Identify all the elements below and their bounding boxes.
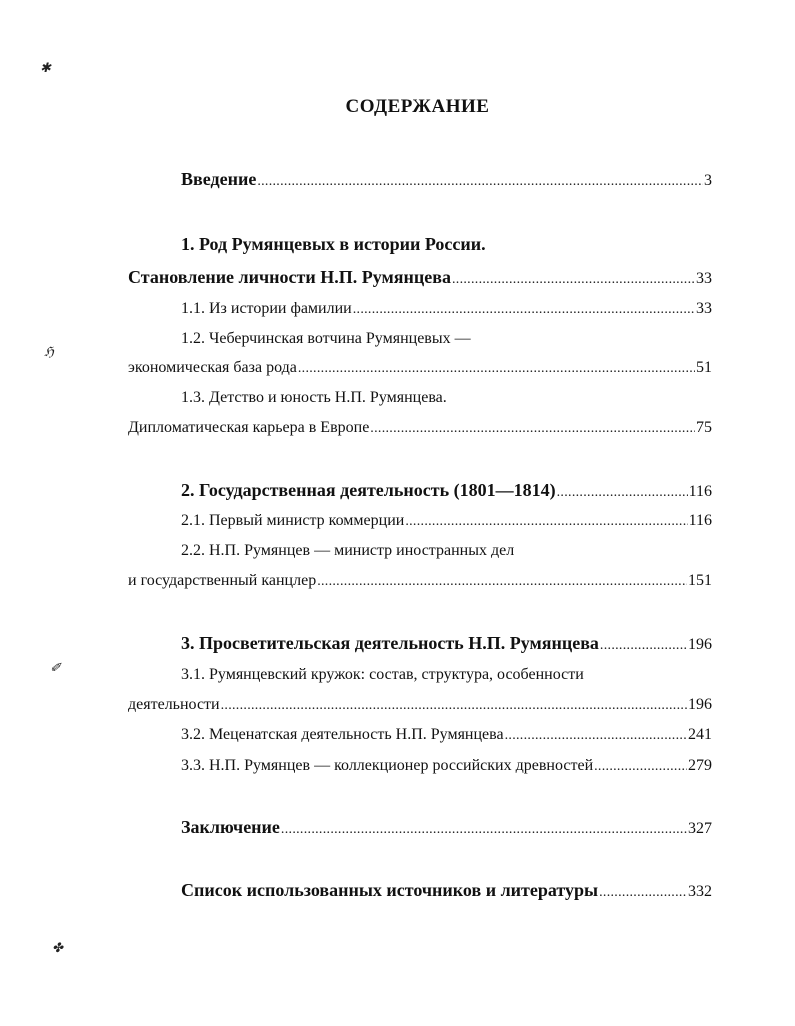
toc-label: 3.3. Н.П. Румянцев — коллекционер российских древностей <box>181 757 594 774</box>
toc-page: 51 <box>696 359 712 376</box>
margin-mark: ℌ <box>44 344 54 359</box>
toc-page: 75 <box>696 419 712 436</box>
margin-mark: ✐ <box>50 660 61 675</box>
margin-mark: ✱ <box>40 60 51 75</box>
toc-entry-1-2[interactable] <box>128 357 712 380</box>
toc-entry-2-2[interactable] <box>128 570 712 593</box>
toc-entry-1-3-line1: 1.3. Детство и юность Н.П. Румянцева. <box>181 389 447 406</box>
toc-label: 3.2. Меценатская деятельность Н.П. Румянцева <box>181 726 504 743</box>
toc-entry-3-3[interactable] <box>181 755 712 778</box>
toc-label: 3. Просветительская деятельность Н.П. Румянцева <box>181 633 599 653</box>
toc-page: 3 <box>704 172 712 189</box>
toc-label: Становление личности Н.П. Румянцева <box>128 267 451 287</box>
toc-label: 1.1. Из истории фамилии <box>181 300 352 317</box>
toc-label: 2.1. Первый министр коммерции <box>181 512 405 529</box>
toc-page: 196 <box>688 636 712 653</box>
leader-dots <box>281 819 687 841</box>
toc-label: и государственный канцлер <box>128 572 317 589</box>
toc-page: 327 <box>688 820 712 837</box>
toc-label: деятельности <box>128 696 220 713</box>
leader-dots <box>594 756 687 778</box>
leader-dots <box>257 171 703 193</box>
toc-entry-3-2[interactable] <box>181 724 712 747</box>
toc-entry-intro[interactable] <box>181 168 712 193</box>
toc-entry-chapter-3[interactable] <box>181 632 712 657</box>
toc-entry-3-1-line1: 3.1. Румянцевский кружок: состав, структура, особенности <box>181 666 584 683</box>
toc-chapter-1-heading: 1. Род Румянцевых в истории России. <box>181 234 486 254</box>
leader-dots <box>599 882 687 904</box>
toc-page: 33 <box>696 270 712 287</box>
leader-dots <box>600 635 687 657</box>
toc-label: экономическая база рода <box>128 359 297 376</box>
leader-dots <box>452 269 695 291</box>
toc-label: Введение <box>181 169 257 189</box>
toc-entry-1-2-line1: 1.2. Чеберчинская вотчина Румянцевых — <box>181 330 471 347</box>
toc-page: 332 <box>688 883 712 900</box>
toc-entry-chapter-1[interactable] <box>128 266 712 291</box>
leader-dots <box>405 511 687 533</box>
toc-entry-chapter-2[interactable] <box>181 479 712 504</box>
toc-entry-1-1[interactable] <box>181 298 712 321</box>
toc-page: 241 <box>688 726 712 743</box>
toc-label: Заключение <box>181 817 280 837</box>
toc-entry-3-1[interactable] <box>128 694 712 717</box>
toc-entry-1-3[interactable] <box>128 417 712 440</box>
toc-page: 116 <box>688 483 712 500</box>
leader-dots <box>370 418 695 440</box>
toc-label: 2. Государственная деятельность (1801—1814) <box>181 480 556 500</box>
leader-dots <box>353 299 695 321</box>
leader-dots <box>557 482 688 504</box>
toc-page: 116 <box>688 512 712 529</box>
leader-dots <box>317 571 687 593</box>
toc-entry-2-1[interactable] <box>181 510 712 533</box>
toc-page: 196 <box>688 696 712 713</box>
toc-label: Дипломатическая карьера в Европе <box>128 419 370 436</box>
page-title: СОДЕРЖАНИЕ <box>345 96 490 117</box>
toc-entry-conclusion[interactable] <box>181 816 712 841</box>
toc-entry-sources[interactable] <box>181 879 712 904</box>
toc-label: Список использованных источников и литературы <box>181 880 599 900</box>
toc-page: 33 <box>696 300 712 317</box>
margin-mark: ✤ <box>52 940 63 955</box>
leader-dots <box>221 695 687 717</box>
leader-dots <box>298 358 695 380</box>
leader-dots <box>505 725 687 747</box>
toc-page: 279 <box>688 757 712 774</box>
toc-page: 151 <box>688 572 712 589</box>
toc-entry-2-2-line1: 2.2. Н.П. Румянцев — министр иностранных дел <box>181 542 515 559</box>
